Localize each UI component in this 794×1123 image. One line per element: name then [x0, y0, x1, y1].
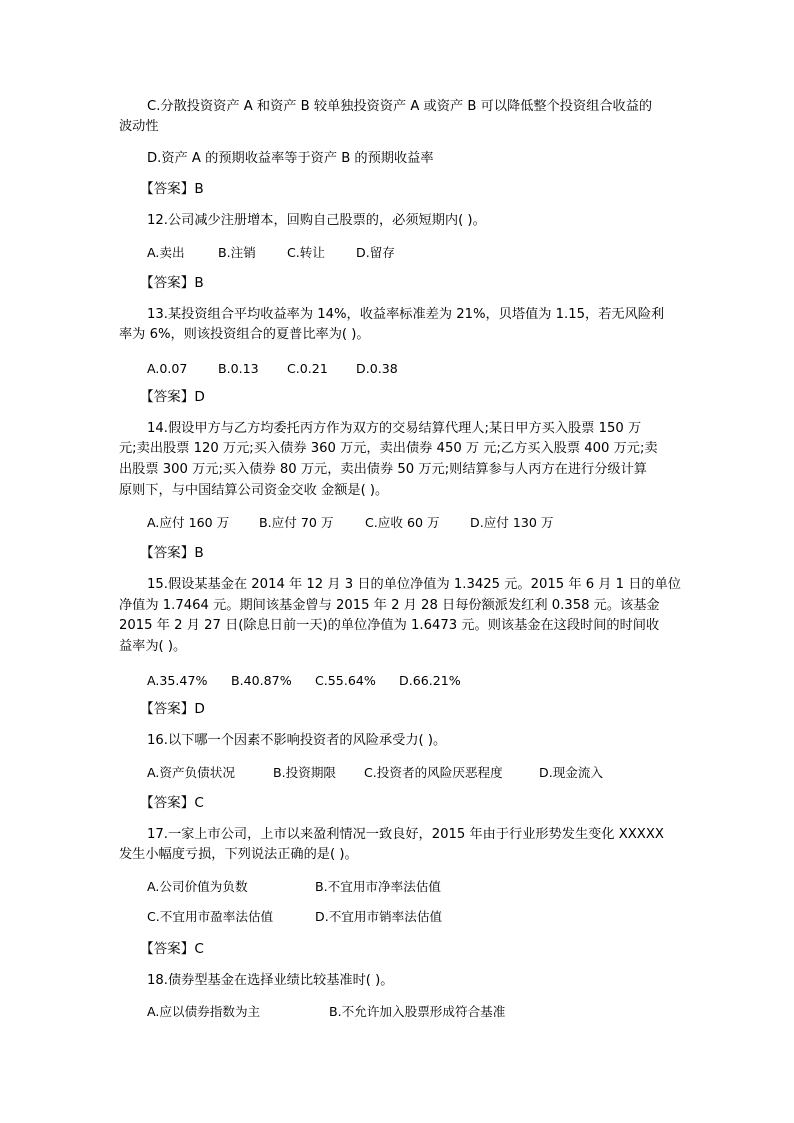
q15-option-d: D.66.21% — [399, 673, 461, 688]
q17-option-b: B.不宜用市净率法估值 — [315, 879, 441, 894]
q16-option-b: B.投资期限 — [273, 765, 337, 780]
q11-option-d: D.资产 A 的预期收益率等于资产 B 的预期收益率 — [147, 151, 434, 166]
q15-option-a: A.35.47% — [147, 673, 208, 688]
q12-stem: 12.公司减少注册增本，回购自己股票的，必须短期内( )。 — [147, 213, 486, 228]
q14-option-c: C.应收 60 万 — [365, 515, 440, 530]
q13-stem-line1: 13.某投资组合平均收益率为 14%，收益率标准差为 21%，贝塔值为 1.15，若无风险利 — [147, 307, 665, 322]
q15-stem-line2: 净值为 1.7464 元。期间该基金曾与 2015 年 2 月 28 日每份额派发红利 0.358 元。该基金 — [119, 598, 660, 613]
q17-option-d: D.不宜用市销率法估值 — [315, 909, 443, 924]
q11-answer: 【答案】B — [140, 181, 204, 197]
q15-answer: 【答案】D — [140, 701, 205, 717]
q16-answer: 【答案】C — [140, 795, 204, 811]
q15-option-b: B.40.87% — [231, 673, 292, 688]
q18-stem: 18.债券型基金在选择业绩比较基准时( )。 — [147, 973, 394, 988]
q14-answer: 【答案】B — [140, 545, 204, 561]
q14-stem-line1: 14.假设甲方与乙方均委托丙方作为双方的交易结算代理人;某日甲方买入股票 150 万 — [147, 421, 642, 436]
q14-stem-line2: 元;卖出股票 120 万元;买入债券 360 万元，卖出债券 450 万 元;乙方买入股票 400 万元;卖 — [119, 441, 658, 456]
q15-stem-line3: 2015 年 2 月 27 日(除息日前一天)的单位净值为 1.6473 元。则该基金在这段时间的时间收 — [119, 618, 660, 633]
q14-option-b: B.应付 70 万 — [259, 515, 334, 530]
q14-stem-line3: 出股票 300 万元;买入债券 80 万元，卖出债券 50 万元;则结算参与人丙方在进行分级计算 — [119, 462, 647, 477]
q16-option-d: D.现金流入 — [539, 765, 604, 780]
q12-option-b: B.注销 — [218, 245, 256, 260]
q17-stem-line1: 17.一家上市公司，上市以来盈利情况一致良好，2015 年由于行业形势发生变化 XXXXX — [147, 827, 664, 842]
q18-option-a: A.应以债券指数为主 — [147, 1004, 261, 1019]
q11-option-c-line2: 波动性 — [119, 119, 159, 134]
q16-option-c: C.投资者的风险厌恶程度 — [364, 765, 503, 780]
q17-answer: 【答案】C — [140, 941, 204, 957]
q14-option-a: A.应付 160 万 — [147, 515, 230, 530]
q18-option-b: B.不允许加入股票形成符合基准 — [329, 1004, 506, 1019]
q16-option-a: A.资产负债状况 — [147, 765, 235, 780]
q15-stem-line4: 益率为( )。 — [119, 639, 187, 654]
q17-option-c: C.不宜用市盈率法估值 — [147, 909, 274, 924]
q13-option-c: C.0.21 — [287, 361, 328, 376]
q15-stem-line1: 15.假设某基金在 2014 年 12 月 3 日的单位净值为 1.3425 元。2015 年 6 月 1 日的单位 — [147, 577, 681, 592]
q13-option-b: B.0.13 — [218, 361, 259, 376]
q13-option-d: D.0.38 — [356, 361, 398, 376]
q12-option-a: A.卖出 — [147, 245, 185, 260]
q13-answer: 【答案】D — [140, 389, 205, 405]
q17-stem-line2: 发生小幅度亏损，下列说法正确的是( )。 — [119, 847, 358, 862]
q13-option-a: A.0.07 — [147, 361, 188, 376]
q12-option-d: D.留存 — [356, 245, 395, 260]
q16-stem: 16.以下哪一个因素不影响投资者的风险承受力( )。 — [147, 733, 447, 748]
q11-option-c-line1: C.分散投资资产 A 和资产 B 较单独投资资产 A 或资产 B 可以降低整个投资组合收益的 — [147, 99, 653, 114]
q14-option-d: D.应付 130 万 — [470, 515, 554, 530]
q14-stem-line4: 原则下，与中国结算公司资金交收 金额是( )。 — [119, 483, 389, 498]
q12-option-c: C.转让 — [287, 245, 325, 260]
q13-stem-line2: 率为 6%，则该投资组合的夏普比率为( )。 — [119, 327, 370, 342]
q15-option-c: C.55.64% — [315, 673, 376, 688]
q12-answer: 【答案】B — [140, 275, 204, 291]
q17-option-a: A.公司价值为负数 — [147, 879, 248, 894]
